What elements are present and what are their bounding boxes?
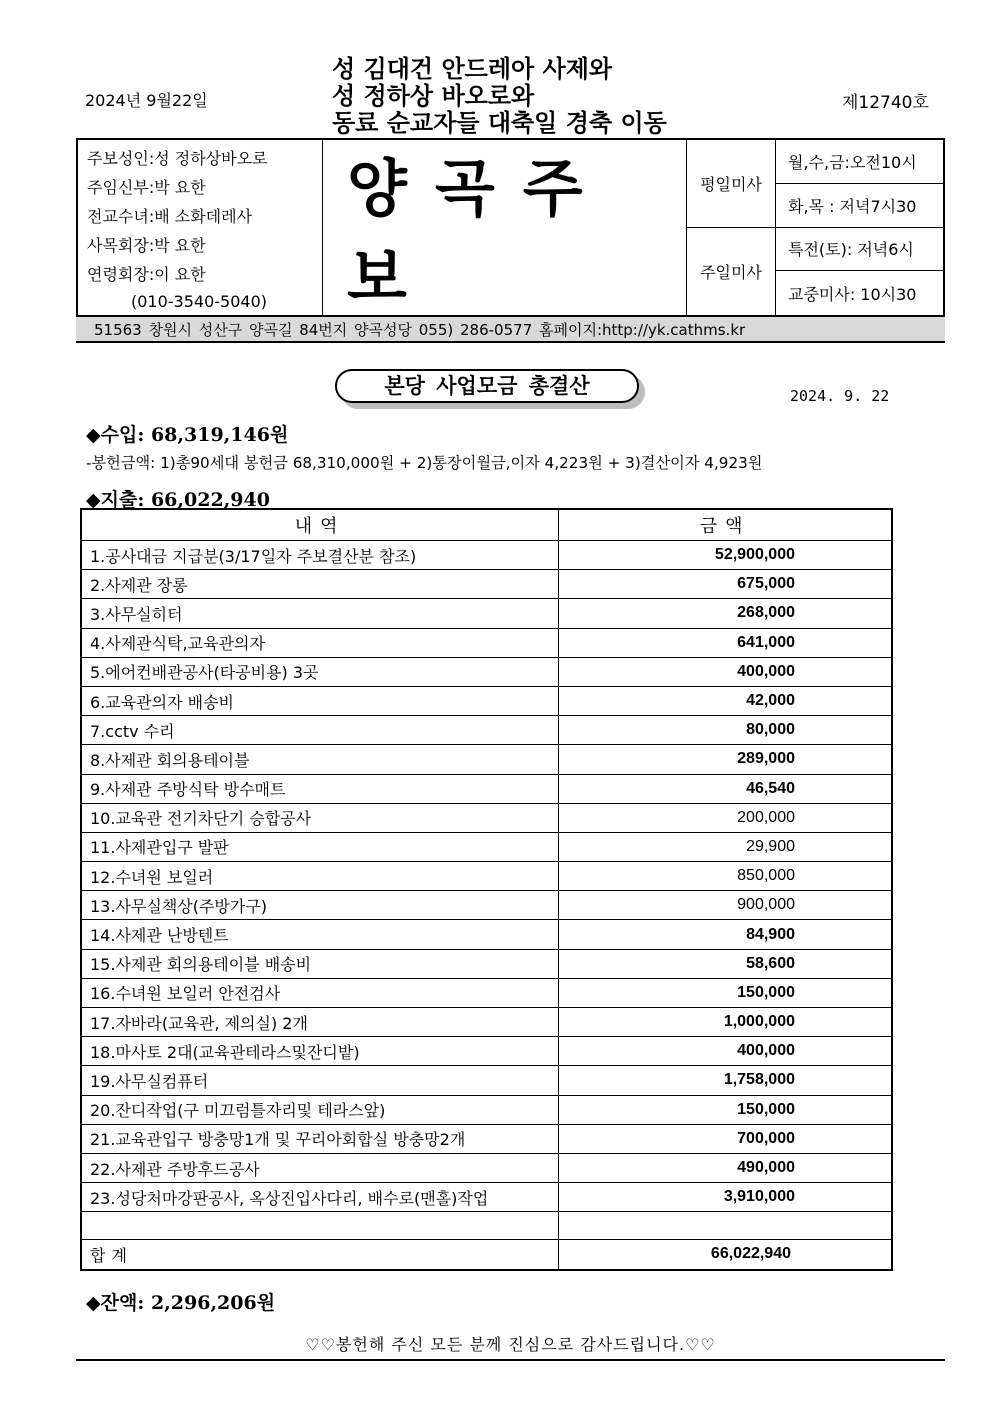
item-amount: 58,600 bbox=[559, 949, 892, 978]
feast-title bbox=[332, 56, 692, 137]
item-name: 8.사제관 회의용테이블 bbox=[81, 745, 559, 774]
table-row-total bbox=[81, 1240, 892, 1270]
staff-funeral-president: 연령회장:이 요한 bbox=[87, 265, 206, 284]
item-name: 3.사무실히터 bbox=[81, 599, 559, 628]
income-label: ◆수입: 68,319,146원 bbox=[86, 424, 289, 446]
report-title: 본당 사업모금 총결산 bbox=[335, 369, 639, 403]
item-amount: 400,000 bbox=[559, 1037, 892, 1066]
table-row bbox=[81, 745, 892, 774]
table-row bbox=[81, 1037, 892, 1066]
mass-time-sat: 특전(토): 저녁6시 bbox=[776, 228, 943, 272]
table-row bbox=[81, 774, 892, 803]
item-amount: 1,758,000 bbox=[559, 1066, 892, 1095]
issue-number: 제12740호 bbox=[842, 93, 929, 113]
table-row bbox=[81, 1095, 892, 1124]
sunday-mass-label: 주일미사 bbox=[700, 263, 762, 282]
item-name: 4.사제관식탁,교육관의자 bbox=[81, 628, 559, 657]
table-row-blank bbox=[81, 1212, 892, 1240]
item-amount: 29,900 bbox=[559, 832, 892, 861]
table-row bbox=[81, 686, 892, 715]
item-name: 20.잔디작업(구 미끄럼틀자리및 테라스앞) bbox=[81, 1095, 559, 1124]
weekday-mass-label: 평일미사 bbox=[687, 140, 775, 228]
item-name: 15.사제관 회의용테이블 배송비 bbox=[81, 949, 559, 978]
item-name: 18.마사토 2대(교육관테라스및잔디밭) bbox=[81, 1037, 559, 1066]
item-name: 17.자바라(교육관, 제의실) 2개 bbox=[81, 1008, 559, 1037]
feast-line-2: 성 정하상 바오로와 bbox=[332, 82, 535, 110]
item-name: 1.공사대금 지급분(3/17일자 주보결산분 참조) bbox=[81, 541, 559, 570]
item-amount: 900,000 bbox=[559, 891, 892, 920]
table-row bbox=[81, 657, 892, 686]
item-name: 10.교육관 전기차단기 승합공사 bbox=[81, 803, 559, 832]
item-name: 22.사제관 주방후드공사 bbox=[81, 1153, 559, 1182]
item-amount: 150,000 bbox=[559, 1095, 892, 1124]
table-row bbox=[81, 628, 892, 657]
item-amount: 490,000 bbox=[559, 1153, 892, 1182]
staff-sister: 전교수녀:배 소화데레사 bbox=[87, 207, 253, 226]
staff-phone: (010-3540-5040) bbox=[131, 292, 268, 311]
masthead bbox=[76, 138, 945, 317]
item-amount: 200,000 bbox=[559, 803, 892, 832]
thanks-message: ♡♡봉헌해 주신 모든 분께 진심으로 감사드립니다.♡♡ bbox=[76, 1332, 945, 1361]
table-row bbox=[81, 978, 892, 1007]
feast-line-1: 성 김대건 안드레아 사제와 bbox=[332, 55, 613, 83]
staff-list bbox=[78, 140, 323, 315]
bulletin-title: 양곡주보 bbox=[347, 151, 611, 314]
table-row bbox=[81, 716, 892, 745]
mass-time-mwf: 월,수,금:오전10시 bbox=[776, 140, 943, 184]
item-amount: 46,540 bbox=[559, 774, 892, 803]
item-amount: 3,910,000 bbox=[559, 1183, 892, 1212]
item-name: 7.cctv 수리 bbox=[81, 716, 559, 745]
report-date: 2024. 9. 22 bbox=[790, 387, 890, 405]
table-row bbox=[81, 1153, 892, 1182]
item-amount: 80,000 bbox=[559, 716, 892, 745]
bulletin-date: 2024년 9월22일 bbox=[85, 91, 208, 110]
mass-times bbox=[776, 140, 943, 315]
item-amount: 400,000 bbox=[559, 657, 892, 686]
staff-patron: 주보성인:성 정하상바오로 bbox=[87, 149, 268, 168]
item-amount: 850,000 bbox=[559, 862, 892, 891]
item-name: 19.사무실컴퓨터 bbox=[81, 1066, 559, 1095]
table-row bbox=[81, 1066, 892, 1095]
item-amount: 700,000 bbox=[559, 1124, 892, 1153]
item-name: 21.교육관입구 방충망1개 및 꾸리아회합실 방충망2개 bbox=[81, 1124, 559, 1153]
staff-pastor: 주임신부:박 요한 bbox=[87, 178, 206, 197]
table-row bbox=[81, 541, 892, 570]
header-item: 내역 bbox=[81, 509, 559, 541]
table-row bbox=[81, 949, 892, 978]
item-name: 5.에어컨배관공사(타공비용) 3곳 bbox=[81, 657, 559, 686]
item-amount: 1,000,000 bbox=[559, 1008, 892, 1037]
balance-label: ◆잔액: 2,296,206원 bbox=[86, 1292, 276, 1314]
item-name: 23.성당처마강판공사, 옥상진입사다리, 배수로(맨홀)작업 bbox=[81, 1183, 559, 1212]
item-amount: 42,000 bbox=[559, 686, 892, 715]
table-row bbox=[81, 832, 892, 861]
mass-time-sun: 교중미사: 10시30 bbox=[788, 284, 917, 304]
item-amount: 52,900,000 bbox=[559, 541, 892, 570]
table-row bbox=[81, 920, 892, 949]
address-bar: 51563 창원시 성산구 양곡길 84번지 양곡성당 055) 286-0577 홈페이지:http://yk.cathms.kr bbox=[76, 317, 945, 343]
table-row bbox=[81, 1008, 892, 1037]
mass-labels bbox=[687, 140, 776, 315]
item-amount: 675,000 bbox=[559, 570, 892, 599]
item-amount: 641,000 bbox=[559, 628, 892, 657]
table-row bbox=[81, 862, 892, 891]
expense-label-text: ◆지출: 66,022,940 bbox=[86, 489, 270, 511]
report-title-wrap bbox=[335, 369, 645, 409]
bulletin-title-box bbox=[323, 140, 687, 315]
table-row bbox=[81, 891, 892, 920]
item-amount: 289,000 bbox=[559, 745, 892, 774]
total-amount: 66,022,940 bbox=[559, 1240, 892, 1270]
table-row bbox=[81, 570, 892, 599]
header-amount: 금액 bbox=[559, 509, 892, 541]
total-label: 합계 bbox=[81, 1240, 559, 1270]
item-name: 9.사제관 주방식탁 방수매트 bbox=[81, 774, 559, 803]
item-amount: 84,900 bbox=[559, 920, 892, 949]
table-header-row bbox=[81, 509, 892, 541]
item-amount: 268,000 bbox=[559, 599, 892, 628]
mass-time-tt: 화,목 : 저녁7시30 bbox=[776, 184, 943, 228]
item-name: 13.사무실책상(주방가구) bbox=[81, 891, 559, 920]
item-name: 14.사제관 난방텐트 bbox=[81, 920, 559, 949]
item-name: 16.수녀원 보일러 안전검사 bbox=[81, 978, 559, 1007]
item-amount: 150,000 bbox=[559, 978, 892, 1007]
expense-table bbox=[80, 508, 893, 1271]
item-name: 12.수녀원 보일러 bbox=[81, 862, 559, 891]
feast-line-3: 동료 순교자들 대축일 경축 이동 bbox=[332, 109, 667, 137]
table-row bbox=[81, 599, 892, 628]
item-name: 2.사제관 장롱 bbox=[81, 570, 559, 599]
table-row bbox=[81, 803, 892, 832]
item-name: 11.사제관입구 발판 bbox=[81, 832, 559, 861]
staff-council-president: 사목회장:박 요한 bbox=[87, 236, 206, 255]
item-name: 6.교육관의자 배송비 bbox=[81, 686, 559, 715]
income-detail: -봉헌금액: 1)총90세대 봉헌금 68,310,000원 + 2)통장이월금,이자 4,223원 + 3)결산이자 4,923원 bbox=[86, 454, 763, 472]
table-row bbox=[81, 1124, 892, 1153]
table-row bbox=[81, 1183, 892, 1212]
